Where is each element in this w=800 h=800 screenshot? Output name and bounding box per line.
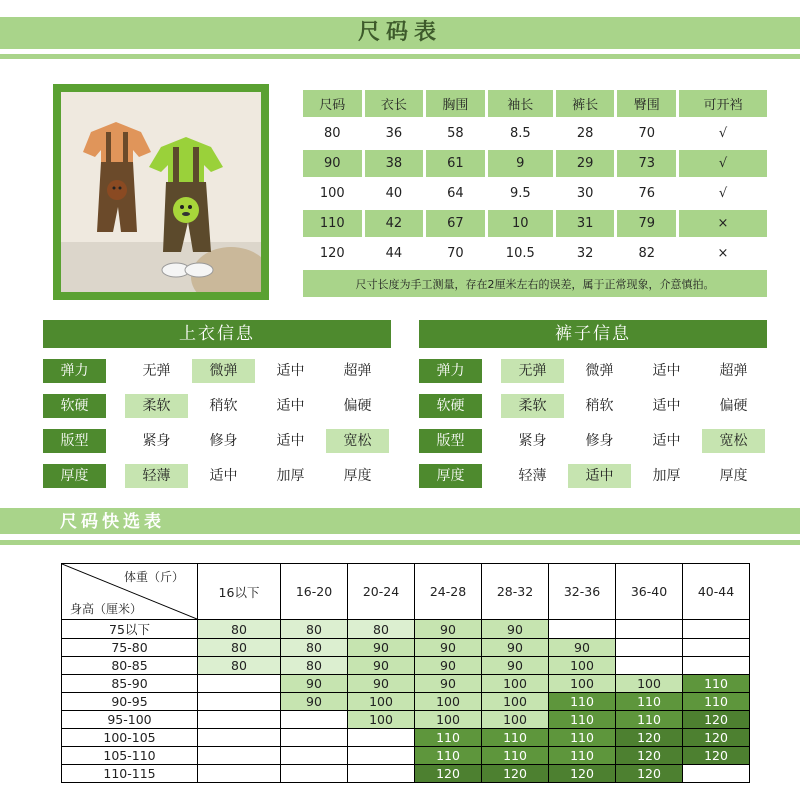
size-cell: 110	[549, 729, 616, 747]
size-cell: 120	[549, 765, 616, 783]
size-cell: 90	[482, 657, 549, 675]
top-info-row	[43, 464, 391, 488]
height-label-cell: 75-80	[62, 639, 198, 657]
corner-weight-label: 体重（斤）	[124, 570, 185, 584]
attribute-option: 适中	[209, 468, 238, 484]
corner-height-label: 身高（厘米）	[70, 602, 143, 616]
table-cell: 9	[488, 150, 553, 177]
table-row	[303, 150, 767, 177]
weight-header-cell: 40-44	[683, 564, 750, 620]
size-cell: 100	[348, 693, 415, 711]
size-cell: 90	[482, 639, 549, 657]
product-illustration	[61, 92, 261, 292]
attribute-option: 厚度	[719, 468, 748, 484]
table-cell: 29	[556, 150, 615, 177]
attribute-option-selected: 柔软	[501, 394, 564, 418]
size-cell	[348, 765, 415, 783]
size-cell: 90	[415, 657, 482, 675]
header-cell: 尺码	[303, 90, 362, 117]
size-cell: 120	[683, 747, 750, 765]
table-cell: 80	[324, 126, 341, 141]
attribute-label: 软硬	[43, 394, 106, 418]
attribute-option: 加厚	[276, 468, 305, 484]
size-cell: 100	[348, 711, 415, 729]
attribute-option: 稍软	[209, 398, 238, 414]
attribute-option: 偏硬	[343, 398, 372, 414]
size-cell	[683, 639, 750, 657]
attribute-option: 紧身	[142, 433, 171, 449]
size-cell: 120	[616, 729, 683, 747]
size-cell	[683, 620, 750, 639]
quick-select-row	[62, 657, 750, 675]
height-label-cell: 90-95	[62, 693, 198, 711]
size-cell: 80	[198, 639, 281, 657]
attribute-option: 适中	[652, 398, 681, 414]
header-cell: 裤长	[556, 90, 615, 117]
size-cell: 110	[549, 711, 616, 729]
size-cell	[198, 747, 281, 765]
attribute-option: 适中	[652, 363, 681, 379]
size-cell: 110	[482, 729, 549, 747]
size-cell	[348, 729, 415, 747]
size-cell	[281, 765, 348, 783]
size-cell	[281, 747, 348, 765]
size-cell: 90	[415, 675, 482, 693]
size-cell: 100	[549, 657, 616, 675]
size-table	[300, 87, 770, 300]
weight-header-cell: 28-32	[482, 564, 549, 620]
size-cell: 110	[549, 747, 616, 765]
attribute-option: 超弹	[719, 363, 748, 379]
size-cell	[683, 765, 750, 783]
quick-select-row	[62, 639, 750, 657]
attribute-option: 微弹	[585, 363, 614, 379]
size-cell: 110	[549, 693, 616, 711]
attribute-label: 版型	[419, 429, 482, 453]
size-cell: 120	[683, 711, 750, 729]
size-cell: 100	[415, 711, 482, 729]
table-row	[303, 180, 767, 207]
size-cell: 80	[198, 657, 281, 675]
size-cell	[281, 711, 348, 729]
table-cell: 61	[426, 150, 485, 177]
weight-header-cell: 20-24	[348, 564, 415, 620]
quick-select-row	[62, 711, 750, 729]
size-cell: 90	[482, 620, 549, 639]
size-cell: 80	[281, 620, 348, 639]
table-cell: √	[718, 186, 728, 201]
pants-info-title: 裤子信息	[419, 320, 767, 348]
table-cell: 110	[303, 210, 362, 237]
weight-header-cell: 16以下	[198, 564, 281, 620]
size-cell: 100	[482, 693, 549, 711]
attribute-option-selected: 微弹	[192, 359, 255, 383]
table-cell: 82	[638, 246, 655, 261]
size-table-header	[303, 90, 767, 117]
table-cell: 100	[319, 186, 345, 201]
attribute-option: 修身	[585, 433, 614, 449]
height-label-cell: 100-105	[62, 729, 198, 747]
size-cell: 110	[616, 693, 683, 711]
pants-info-row	[419, 359, 767, 383]
size-cell: 120	[616, 747, 683, 765]
table-cell: 70	[447, 246, 464, 261]
attribute-option-selected: 宽松	[326, 429, 389, 453]
size-note: 尺寸长度为手工测量，存在2厘米左右的误差，属于正常现象，介意慎拍。	[303, 270, 767, 297]
attribute-label: 厚度	[43, 464, 106, 488]
table-cell: 36	[385, 126, 403, 141]
table-cell: 8.5	[509, 126, 531, 141]
weight-header-cell: 36-40	[616, 564, 683, 620]
size-cell: 110	[482, 747, 549, 765]
height-label-cell: 110-115	[62, 765, 198, 783]
attribute-option: 超弹	[343, 363, 372, 379]
header-cell: 胸围	[426, 90, 485, 117]
size-cell: 80	[281, 657, 348, 675]
attribute-option: 适中	[276, 363, 305, 379]
size-cell: 90	[348, 675, 415, 693]
size-cell	[616, 639, 683, 657]
size-cell: 80	[281, 639, 348, 657]
table-cell: 30	[576, 186, 594, 201]
attribute-option: 轻薄	[518, 468, 547, 484]
size-cell: 110	[616, 711, 683, 729]
quick-select-table	[61, 563, 750, 783]
attribute-option-selected: 柔软	[125, 394, 188, 418]
size-cell: 100	[482, 711, 549, 729]
attribute-option: 无弹	[142, 363, 171, 379]
table-cell: 28	[576, 126, 594, 141]
page-title: 尺码表	[357, 20, 442, 45]
size-cell	[198, 729, 281, 747]
table-cell: 73	[617, 150, 676, 177]
attribute-label: 弹力	[419, 359, 482, 383]
table-cell: √	[718, 126, 728, 141]
table-cell: 38	[365, 150, 424, 177]
quick-select-row	[62, 620, 750, 639]
height-label-cell: 95-100	[62, 711, 198, 729]
attribute-option: 加厚	[652, 468, 681, 484]
size-cell	[198, 765, 281, 783]
height-label-cell: 75以下	[62, 620, 198, 639]
attribute-label: 厚度	[419, 464, 482, 488]
corner-cell	[62, 564, 198, 620]
header-cell: 臀围	[617, 90, 676, 117]
size-cell	[198, 675, 281, 693]
header-cell: 袖长	[488, 90, 553, 117]
table-row	[303, 120, 767, 147]
size-cell: 90	[348, 639, 415, 657]
table-cell: 79	[617, 210, 676, 237]
size-cell: 110	[683, 675, 750, 693]
attribute-label: 弹力	[43, 359, 106, 383]
size-cell: 100	[616, 675, 683, 693]
size-cell	[348, 747, 415, 765]
size-cell	[198, 711, 281, 729]
table-cell: 58	[447, 126, 464, 141]
size-cell: 120	[482, 765, 549, 783]
size-note-row	[303, 270, 767, 297]
attribute-option-selected: 轻薄	[125, 464, 188, 488]
size-cell: 110	[415, 729, 482, 747]
header-divider	[0, 54, 800, 59]
size-cell: 80	[198, 620, 281, 639]
attribute-option: 适中	[652, 433, 681, 449]
table-cell: 42	[365, 210, 424, 237]
attribute-option-selected: 适中	[568, 464, 631, 488]
attribute-option: 适中	[276, 398, 305, 414]
table-cell: 67	[426, 210, 485, 237]
attribute-option-selected: 无弹	[501, 359, 564, 383]
table-cell: 64	[447, 186, 464, 201]
size-cell: 90	[348, 657, 415, 675]
size-cell: 120	[683, 729, 750, 747]
table-cell: √	[679, 150, 767, 177]
weight-header-cell: 16-20	[281, 564, 348, 620]
attribute-option-selected: 宽松	[702, 429, 765, 453]
product-photo	[53, 84, 269, 300]
attribute-option: 稍软	[585, 398, 614, 414]
table-cell: 10	[488, 210, 553, 237]
header-cell: 衣长	[365, 90, 424, 117]
pants-info-row	[419, 394, 767, 418]
top-info-row	[43, 394, 391, 418]
quick-select-row	[62, 675, 750, 693]
size-cell: 80	[348, 620, 415, 639]
size-cell: 90	[415, 620, 482, 639]
table-cell: 40	[385, 186, 403, 201]
quick-select-row	[62, 765, 750, 783]
top-info-title: 上衣信息	[43, 320, 391, 348]
size-cell: 90	[549, 639, 616, 657]
size-cell	[281, 729, 348, 747]
quick-select-divider	[0, 540, 800, 545]
attribute-option: 修身	[209, 433, 238, 449]
table-cell: ×	[679, 210, 767, 237]
table-row	[303, 210, 767, 237]
table-cell: 31	[556, 210, 615, 237]
table-cell: 44	[385, 246, 403, 261]
size-cell: 110	[683, 693, 750, 711]
attribute-option: 紧身	[518, 433, 547, 449]
top-info-row	[43, 429, 391, 453]
attribute-option: 厚度	[343, 468, 372, 484]
size-cell: 90	[415, 639, 482, 657]
height-label-cell: 85-90	[62, 675, 198, 693]
pants-info-row	[419, 429, 767, 453]
table-cell: ×	[717, 246, 729, 261]
pants-info-row	[419, 464, 767, 488]
size-cell	[549, 620, 616, 639]
size-cell: 120	[616, 765, 683, 783]
table-cell: 90	[303, 150, 362, 177]
size-cell	[198, 693, 281, 711]
size-cell: 90	[281, 693, 348, 711]
quick-select-row	[62, 693, 750, 711]
size-cell: 90	[281, 675, 348, 693]
height-label-cell: 105-110	[62, 747, 198, 765]
height-label-cell: 80-85	[62, 657, 198, 675]
weight-header-cell: 32-36	[549, 564, 616, 620]
header-cell: 可开裆	[679, 90, 767, 117]
size-cell: 120	[415, 765, 482, 783]
quick-select-row	[62, 747, 750, 765]
top-info-row	[43, 359, 391, 383]
table-cell: 10.5	[505, 246, 535, 261]
table-cell: 70	[638, 126, 655, 141]
size-cell: 100	[482, 675, 549, 693]
size-cell	[683, 657, 750, 675]
size-cell: 100	[549, 675, 616, 693]
table-cell: 32	[576, 246, 594, 261]
size-cell: 110	[415, 747, 482, 765]
table-cell: 76	[638, 186, 655, 201]
attribute-label: 软硬	[419, 394, 482, 418]
table-cell: 9.5	[509, 186, 531, 201]
table-row	[303, 240, 767, 267]
quick-select-header	[62, 564, 750, 620]
size-cell	[616, 620, 683, 639]
attribute-label: 版型	[43, 429, 106, 453]
attribute-option: 适中	[276, 433, 305, 449]
quick-select-row	[62, 729, 750, 747]
size-cell	[616, 657, 683, 675]
table-cell: 120	[319, 246, 345, 261]
weight-header-cell: 24-28	[415, 564, 482, 620]
size-cell: 100	[415, 693, 482, 711]
quick-select-title: 尺码快选表	[60, 512, 165, 532]
attribute-option: 偏硬	[719, 398, 748, 414]
